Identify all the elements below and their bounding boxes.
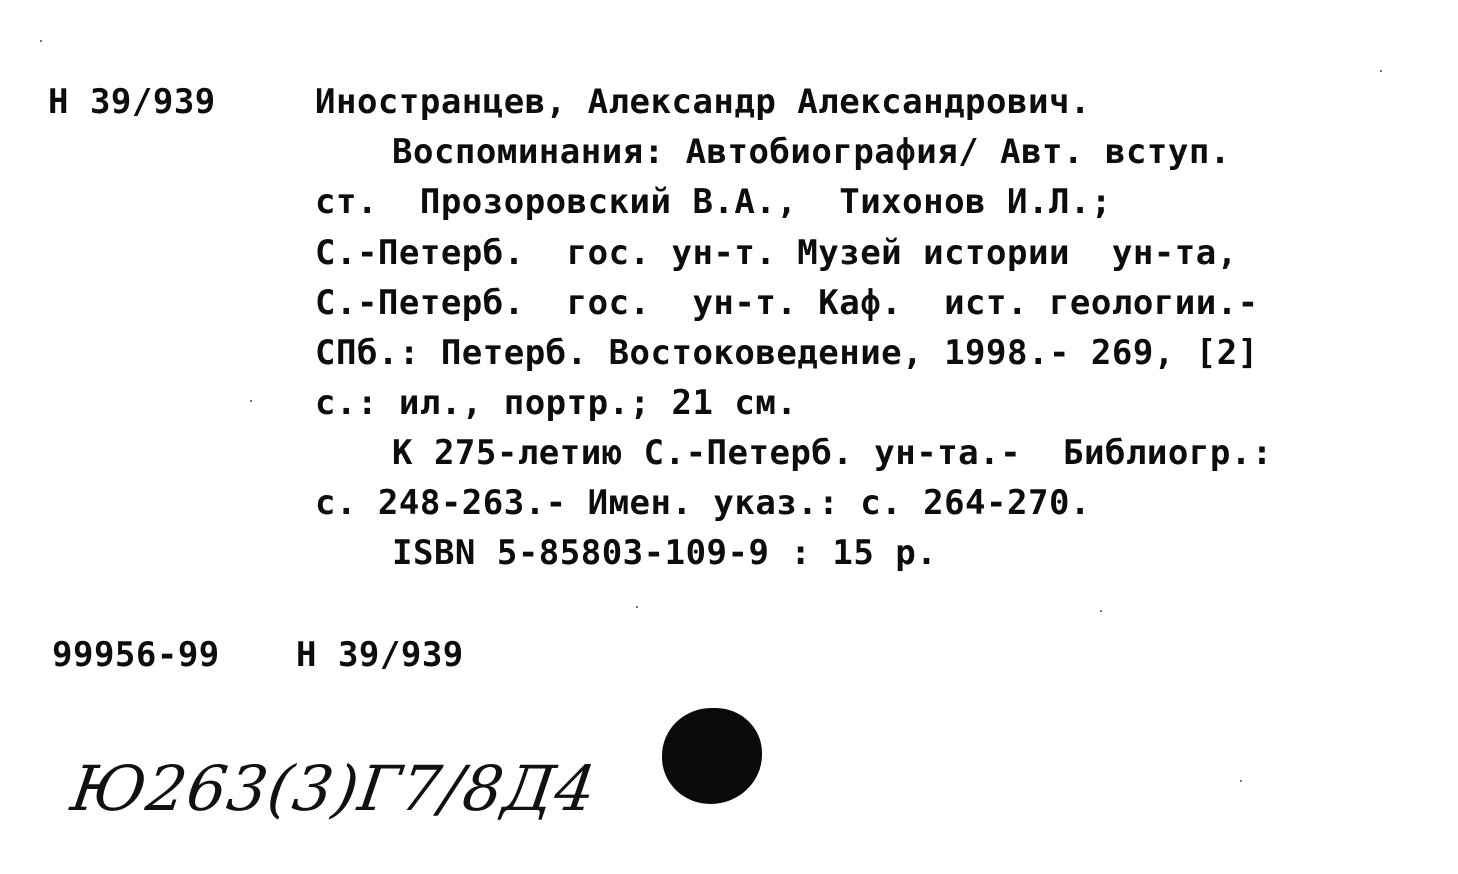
handwritten-shelfmark: Ю263(3)Г7/8Д4 (66, 752, 601, 825)
scan-speck (1100, 610, 1102, 612)
imprint-line: СПб.: Петерб. Востоковедение, 1998.- 269, [2] (315, 333, 1259, 373)
title-line: Воспоминания: Автобиография/ Авт. вступ. (392, 132, 1231, 172)
note-line: К 275-летию С.-Петерб. ун-та.- Библиогр.: (392, 433, 1273, 473)
note-line: с. 248-263.- Имен. указ.: с. 264-270. (315, 483, 1091, 523)
scan-speck (1380, 70, 1382, 72)
body-line: ст. Прозоровский В.А., Тихонов И.Л.; (315, 182, 1112, 222)
scan-speck (40, 40, 42, 42)
call-number: Н 39/939 (48, 82, 216, 122)
isbn-line: ISBN 5-85803-109-9 : 15 р. (392, 533, 938, 573)
physical-description: с.: ил., портр.; 21 см. (315, 383, 798, 423)
scan-speck (636, 606, 638, 608)
scan-speck (250, 400, 252, 402)
body-line: С.-Петерб. гос. ун-т. Каф. ист. геологии.- (315, 283, 1259, 323)
footer-call-number: Н 39/939 (296, 635, 464, 675)
body-line: С.-Петерб. гос. ун-т. Музей истории ун-та, (315, 233, 1238, 273)
ink-dot (662, 708, 762, 804)
author-heading: Иностранцев, Александр Александрович. (315, 82, 1091, 122)
accession-number: 99956-99 (52, 635, 220, 675)
scan-speck (1240, 780, 1242, 782)
